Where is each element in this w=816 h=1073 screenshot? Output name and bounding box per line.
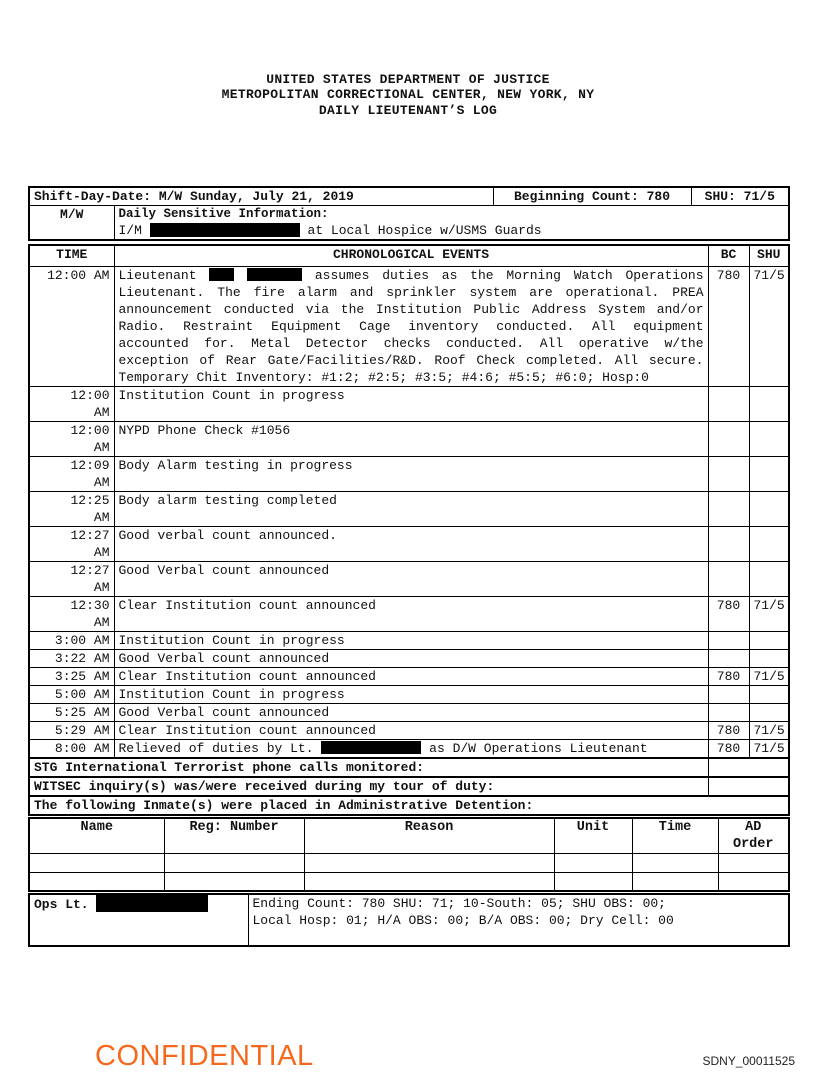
log-time: 3:22 AM	[29, 649, 114, 667]
shu-count: SHU: 71/5	[691, 187, 789, 206]
log-time: 12:30 AM	[29, 596, 114, 631]
log-row	[29, 649, 789, 667]
confidential-stamp: CONFIDENTIAL	[95, 1040, 314, 1072]
log-event: Institution Count in progress	[114, 631, 708, 649]
stg-row	[29, 758, 789, 777]
log-shu	[749, 649, 789, 667]
log-row	[29, 631, 789, 649]
log-row	[29, 703, 789, 721]
bates-number: SDNY_00011525	[702, 1054, 795, 1068]
log-bc	[708, 685, 749, 703]
inmate-prefix: I/M	[118, 223, 142, 238]
log-event: Institution Count in progress	[114, 685, 708, 703]
log-time: 12:00 AM	[29, 266, 114, 386]
log-time: 12:27 AM	[29, 526, 114, 561]
ad-column-header: Time	[632, 818, 718, 854]
inmate-location: at Local Hospice w/USMS Guards	[307, 223, 542, 238]
log-time: 12:00 AM	[29, 386, 114, 421]
log-bc	[708, 703, 749, 721]
log-shu: 71/5	[749, 739, 789, 758]
ad-intro-label: The following Inmate(s) were placed in Administrative Detention:	[29, 796, 789, 815]
title-line-facility: METROPOLITAN CORRECTIONAL CENTER, NEW YORK, NY	[221, 87, 595, 103]
log-header-row	[29, 245, 789, 266]
log-bc: 780	[708, 721, 749, 739]
log-shu	[749, 421, 789, 456]
log-shu	[749, 561, 789, 596]
log-event: NYPD Phone Check #1056	[114, 421, 708, 456]
sensitive-info-cell	[114, 206, 789, 241]
log-row	[29, 596, 789, 631]
log-bc	[708, 649, 749, 667]
log-bottom-rows	[29, 758, 789, 815]
ad-column-header: AD Order	[718, 818, 789, 854]
ad-column-header: Unit	[554, 818, 632, 854]
log-event: Good verbal count announced.	[114, 526, 708, 561]
ad-empty-row	[29, 872, 789, 891]
log-row	[29, 386, 789, 421]
info-row	[29, 187, 789, 206]
redaction-bar	[209, 268, 234, 281]
ad-cell	[304, 872, 554, 891]
log-row	[29, 685, 789, 703]
sensitive-info-label: Daily Sensitive Information:	[118, 207, 329, 221]
ad-cell	[164, 872, 304, 891]
footer-table	[28, 893, 790, 947]
ending-count-line1: Ending Count: 780 SHU: 71; 10-South: 05; SHU OBS: 00;	[252, 896, 666, 911]
ending-count-line2: Local Hosp: 01; H/A OBS: 00; B/A OBS: 00; Dry Cell: 00	[252, 913, 674, 928]
column-header-shu: SHU	[749, 245, 789, 266]
log-event: Body Alarm testing in progress	[114, 456, 708, 491]
beginning-count: Beginning Count: 780	[493, 187, 691, 206]
ad-cell	[718, 872, 789, 891]
log-bc: 780	[708, 596, 749, 631]
log-row	[29, 667, 789, 685]
log-bc	[708, 526, 749, 561]
sensitive-info-text	[119, 222, 785, 239]
log-event: Good Verbal count announced	[114, 703, 708, 721]
ad-cell	[304, 853, 554, 872]
ad-cell	[554, 872, 632, 891]
log-time: 5:25 AM	[29, 703, 114, 721]
ad-cell	[29, 872, 164, 891]
log-event: Clear Institution count announced	[114, 667, 708, 685]
log-time: 3:00 AM	[29, 631, 114, 649]
redaction-bar	[96, 895, 208, 912]
ops-signature-cell	[29, 894, 248, 946]
witsec-value-cell	[708, 777, 789, 796]
witsec-label: WITSEC inquiry(s) was/were received during my tour of duty:	[29, 777, 708, 796]
ad-column-header: Name	[29, 818, 164, 854]
redaction-bar	[247, 268, 302, 281]
column-header-time: TIME	[29, 245, 114, 266]
footer-row	[29, 894, 789, 946]
log-bc: 780	[708, 667, 749, 685]
log-shu	[749, 491, 789, 526]
document-title	[0, 72, 816, 118]
log-event: Institution Count in progress	[114, 386, 708, 421]
log-shu	[749, 526, 789, 561]
ad-header-row	[29, 818, 789, 854]
log-bc	[708, 386, 749, 421]
log-shu: 71/5	[749, 667, 789, 685]
log-row	[29, 266, 789, 386]
log-shu: 71/5	[749, 596, 789, 631]
log-row	[29, 739, 789, 758]
log-time: 3:25 AM	[29, 667, 114, 685]
log-row	[29, 491, 789, 526]
stg-label: STG International Terrorist phone calls monitored:	[29, 758, 708, 777]
log-shu	[749, 631, 789, 649]
log-row	[29, 721, 789, 739]
log-time: 5:00 AM	[29, 685, 114, 703]
log-time: 12:00 AM	[29, 421, 114, 456]
ad-table	[28, 817, 790, 893]
log-shu: 71/5	[749, 266, 789, 386]
log-time: 12:09 AM	[29, 456, 114, 491]
log-bc	[708, 561, 749, 596]
column-header-events: CHRONOLOGICAL EVENTS	[114, 245, 708, 266]
log-sheet	[28, 186, 788, 947]
watch-code: M/W	[29, 206, 114, 241]
log-bc	[708, 456, 749, 491]
log-event: Body alarm testing completed	[114, 491, 708, 526]
title-line-agency: UNITED STATES DEPARTMENT OF JUSTICE	[266, 72, 550, 87]
log-bc	[708, 631, 749, 649]
log-event: Good Verbal count announced	[114, 561, 708, 596]
log-shu	[749, 685, 789, 703]
ad-empty-row	[29, 853, 789, 872]
ad-column-header: Reason	[304, 818, 554, 854]
witsec-row	[29, 777, 789, 796]
log-bc	[708, 491, 749, 526]
log-bc	[708, 421, 749, 456]
log-bc: 780	[708, 739, 749, 758]
log-table	[28, 244, 790, 816]
log-time: 12:25 AM	[29, 491, 114, 526]
log-row	[29, 561, 789, 596]
redaction-bar	[150, 223, 300, 237]
log-row	[29, 456, 789, 491]
log-time: 12:27 AM	[29, 561, 114, 596]
ad-cell	[554, 853, 632, 872]
ops-label: Ops Lt.	[34, 897, 89, 912]
log-time: 8:00 AM	[29, 739, 114, 758]
log-event: Clear Institution count announced	[114, 721, 708, 739]
ad-table-body	[29, 853, 789, 891]
ad-cell	[29, 853, 164, 872]
ending-count-cell	[248, 894, 789, 946]
log-shu	[749, 456, 789, 491]
log-row	[29, 526, 789, 561]
ad-cell	[718, 853, 789, 872]
log-event: Clear Institution count announced	[114, 596, 708, 631]
stg-value-cell	[708, 758, 789, 777]
log-event: Good Verbal count announced	[114, 649, 708, 667]
log-bc: 780	[708, 266, 749, 386]
log-event: Relieved of duties by Lt. as D/W Operations Lieutenant	[114, 739, 708, 758]
log-time: 5:29 AM	[29, 721, 114, 739]
column-header-bc: BC	[708, 245, 749, 266]
shift-day-date: Shift-Day-Date: M/W Sunday, July 21, 2019	[29, 187, 493, 206]
log-shu: 71/5	[749, 721, 789, 739]
ad-intro-row	[29, 796, 789, 815]
redaction-bar	[321, 741, 421, 754]
log-entries	[29, 266, 789, 758]
log-event: Lieutenant assumes duties as the Morning Watch Operations Lieutenant. The fire alarm and sprinkler system are operational. PREA announcement conducted via the Institution Public Address System and/or Radio. Restraint Equipment Cage inventory conducted. All equipment accounted for. Metal Detector checks conducted. All operative w/the exception of Rear Gate/Facilities/R&D. Roof Check completed. All secure. Temporary Chit Inventory: #1:2; #2:5; #3:5; #4:6; #5:5; #6:0; Hosp:0	[114, 266, 708, 386]
ad-cell	[632, 872, 718, 891]
ad-cell	[632, 853, 718, 872]
log-row	[29, 421, 789, 456]
info-table	[28, 186, 790, 241]
log-shu	[749, 703, 789, 721]
title-line-log: DAILY LIEUTENANT’S LOG	[318, 102, 498, 118]
ad-table-head	[29, 818, 789, 854]
ad-cell	[164, 853, 304, 872]
log-shu	[749, 386, 789, 421]
ad-column-header: Reg: Number	[164, 818, 304, 854]
sensitive-info-row	[29, 206, 789, 241]
